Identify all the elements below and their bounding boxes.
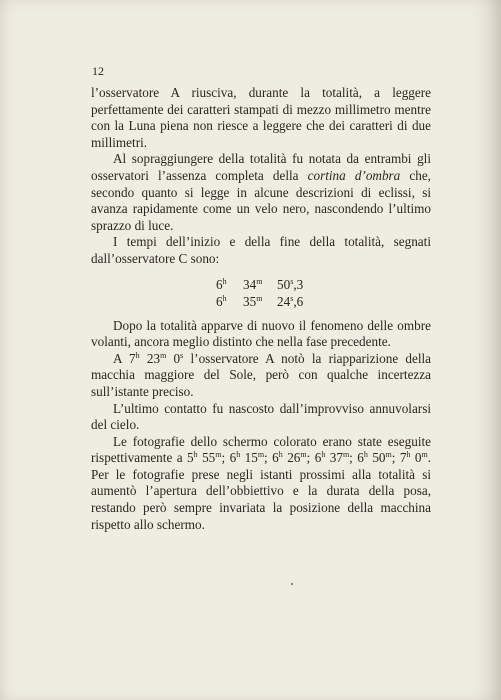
superscript-unit: m <box>342 450 350 460</box>
totality-times <box>91 276 431 310</box>
superscript-unit: m <box>215 450 222 460</box>
text-segment: ; 6 <box>306 450 322 466</box>
page-number: 12 <box>92 64 104 78</box>
time-seconds <box>277 276 317 293</box>
text-segment: l’osservatore A notò la riapparizione della macchia maggiore del Sole, però con qualche incertezza sull’istante preciso. <box>91 350 432 399</box>
superscript-unit: m <box>160 350 167 360</box>
time-hours <box>216 276 243 293</box>
superscript-unit: h <box>278 450 283 460</box>
time-minutes <box>243 276 277 293</box>
time-unit: s <box>290 276 294 286</box>
paragraph-p5 <box>91 351 431 401</box>
text-segment: 23 <box>139 350 161 366</box>
time-row <box>216 293 431 310</box>
time-seconds <box>277 293 317 310</box>
text-segment: 0 <box>410 450 422 466</box>
paragraph-p1 <box>91 85 431 151</box>
superscript-unit: h <box>236 450 241 460</box>
time-hours <box>216 293 243 310</box>
text-segment: . Per le fotografie prese negli istanti prossimi alla totalità si aumentò l’apertura dell’obbiettivo e la durata della posa, restando però sempre invariata la posizione della macchina rispetto allo schermo. <box>91 450 431 532</box>
time-unit: m <box>256 293 263 303</box>
superscript-unit: h <box>363 450 368 460</box>
superscript-unit: m <box>300 450 307 460</box>
italic-text: cortina d’ombra <box>307 167 401 183</box>
superscript-unit: m <box>385 450 392 460</box>
page-text <box>91 85 431 533</box>
text-segment: 26 <box>282 450 301 466</box>
text-segment: Dopo la totalità apparve di nuovo il fenomeno delle ombre volanti, ancora meglio distinto che nella fase precedente. <box>91 317 431 350</box>
superscript-unit: m <box>421 450 428 460</box>
text-segment: 15 <box>240 450 258 466</box>
text-segment: 37 <box>325 450 343 466</box>
time-value: 35 <box>243 293 257 309</box>
time-minutes <box>243 293 277 310</box>
time-value: 50 <box>277 276 291 292</box>
text-segment: 50 <box>367 450 386 466</box>
superscript-unit: m <box>257 450 265 460</box>
superscript-unit: s <box>180 350 184 360</box>
text-segment: Le fotografie dello schermo colorato erano state eseguite rispettivamente a 5 <box>91 433 431 466</box>
text-segment: 55 <box>197 450 216 466</box>
text-segment: A 7 <box>113 350 136 366</box>
superscript-unit: h <box>193 450 198 460</box>
text-segment: Al sopraggiungere della totalità fu notata da entrambi gli osservatori l’assenza completa della <box>91 151 431 183</box>
time-value: 6 <box>216 293 223 309</box>
text-segment: che, secondo quanto si legge in alcune descrizioni di eclissi, si avanza rapidamente come un velo nero, nascondendo l’ultimo sprazzo di luce. <box>91 167 431 233</box>
time-value: ,3 <box>293 276 304 292</box>
superscript-unit: h <box>321 450 326 460</box>
paragraph-p2 <box>91 151 431 234</box>
paper-speck <box>291 583 293 585</box>
time-value: ,6 <box>293 293 304 309</box>
time-unit: s <box>290 293 294 303</box>
superscript-unit: h <box>406 450 411 460</box>
time-value: 6 <box>216 276 223 292</box>
superscript-unit: h <box>135 350 140 360</box>
time-row <box>216 276 431 293</box>
paragraph-p7 <box>91 434 431 534</box>
time-unit: m <box>256 276 263 286</box>
text-segment: l’osservatore A riusciva, durante la totalità, a leggere perfettamente dei caratteri stampati di mezzo millimetro mentre con la Luna piena non riesce a leggere che dei caratteri di due millimetri. <box>91 85 431 150</box>
paragraph-p3 <box>91 234 431 267</box>
text-segment: L’ultimo contatto fu nascosto dall’improvviso annuvolarsi del cielo. <box>91 400 431 433</box>
paragraphs-after-times <box>91 318 431 534</box>
text-segment: ; 6 <box>221 450 237 466</box>
text-segment: ; 6 <box>264 450 279 466</box>
text-segment: I tempi dell’inizio e della fine della totalità, segnati dall’osservatore C sono: <box>91 234 431 266</box>
time-value: 34 <box>243 276 257 292</box>
paragraphs-before-times <box>91 85 431 268</box>
text-segment: ; 6 <box>349 450 364 466</box>
text-segment: ; 7 <box>391 450 407 466</box>
paragraph-p4 <box>91 318 431 351</box>
text-segment: 0 <box>166 350 181 366</box>
time-unit: h <box>222 293 227 303</box>
time-value: 24 <box>277 293 291 309</box>
paragraph-p6 <box>91 401 431 434</box>
time-unit: h <box>222 276 227 286</box>
